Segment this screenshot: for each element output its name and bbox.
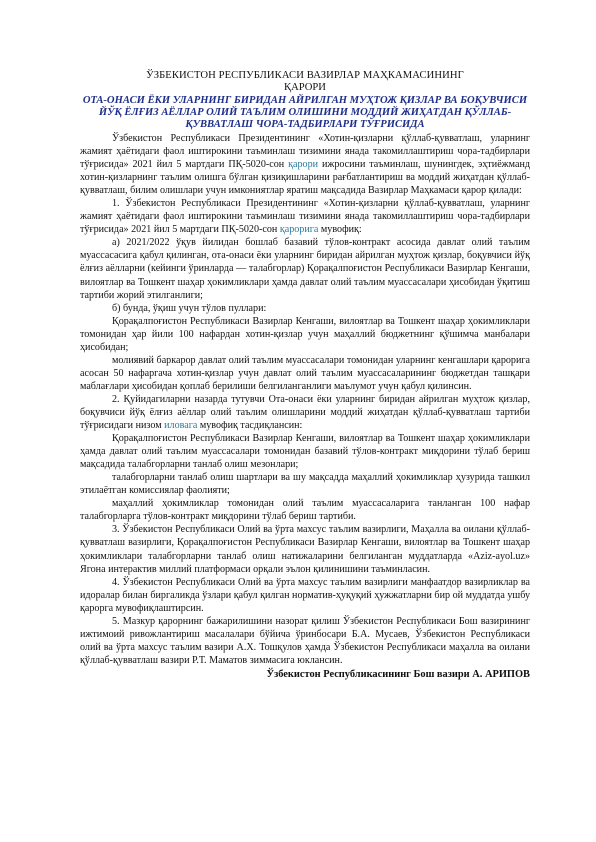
section-2: 2. Қуйидагиларни назарда тутувчи Ота-онаси ёки уларнинг биридан айрилган муҳтож қизлар, боқувчиси йўқ ёлғиз аёллар олий таълим олишларини моддий жиҳатдан қўллаб-қувватлаш тартиби тўғрисидаги низом иловага мувофиқ тасдиқлансин: (80, 393, 530, 432)
document-title: ОТА-ОНАСИ ЁКИ УЛАРНИНГ БИРИДАН АЙРИЛГАН МУҲТОЖ ҚИЗЛАР ВА БОҚУВЧИСИ ЙЎҚ ЁЛҒИЗ АЁЛЛАР ОЛИЙ ТАЪЛИМ ОЛИШИНИ МОДДИЙ ЖИҲАТДАН ҚЎЛЛАБ-ҚУВВАТЛАШ ЧОРА-ТАДБИРЛАРИ ТЎҒРИСИДА (82, 95, 528, 130)
document-type-heading: ҚАРОРИ (284, 82, 326, 93)
section-2-item-2: талабгорларни танлаб олиш шартлари ва шу мақсадда маҳаллий ҳокимликлар ҳузурида ташкил этилаётган комиссиялар фаолияти; (80, 472, 530, 497)
section-1a: а) 2021/2022 ўқув йилидан бошлаб базавий тўлов-контракт асосида давлат олий таълим муассасасига қабул қилинган, ота-онаси ёки уларнинг биридан айрилган муҳтож қизлар, боқувчиси йўқ ёлғиз аёлларни (кейинги ўринларда — талабгорлар) Қорақалпоғистон Республикаси Вазирлар Кенгаши, вилоятлар ва Тошкент шаҳар ҳокимликлари ҳамда давлат олий таълим муассасалари ҳисобидан ўқитиш тартиби жорий этилганлиги; (80, 237, 530, 301)
signature-line: Ўзбекистон Республикасининг Бош вазири А. АРИПОВ (266, 668, 530, 680)
appendix-link[interactable]: иловага (164, 420, 198, 432)
decree-link-2[interactable]: қарорига (279, 224, 319, 236)
section-1: 1. Ўзбекистон Республикаси Президентининг «Хотин-қизларни қўллаб-қувватлаш, уларнинг жамият ҳаётидаги фаол иштирокини таъминлаш тизимини янада такомиллаштириш чора-тадбирлари тўғрисида» 2021 йил 5 мартдаги ПҚ-5020-сон қарорига мувофиқ: (80, 198, 530, 236)
section-3: 3. Ўзбекистон Республикаси Олий ва ўрта махсус таълим вазирлиги, Маҳалла ва оилани қўллаб-қувватлаш вазирлиги, Қорақалпоғистон Республикаси Вазирлар Кенгаши, вилоятлар ва Тошкент шаҳар ҳокимликлари талабгорларни танлаб олиш натижаларини белгиланган муддатларда «Aziz-ayol.uz» Ягона интерактив миллий платформаси орқали эълон қилинишини таъминласин. (80, 524, 530, 575)
section-1b-item-1: Қорақалпоғистон Республикаси Вазирлар Кенгаши, вилоятлар ва Тошкент шаҳар ҳокимликлари томонидан ҳар йили 100 нафардан хотин-қизлар учун маҳаллий бюджетнинг қўшимча манбалари ҳисобидан; (80, 315, 530, 353)
decree-link[interactable]: қарори (288, 159, 319, 171)
section-4: 4. Ўзбекистон Республикаси Олий ва ўрта махсус таълим вазирлиги манфаатдор вазирликлар ва идоралар билан биргаликда ўзлари қабул қилган норматив-ҳуқуқий ҳужжатларни бир ой муддатда ушбу қарорга мувофиқлаштирсин. (80, 576, 530, 614)
section-2-item-3: маҳаллий ҳокимликлар томонидан олий таълим муассасаларига танланган 100 нафар талабгорларга тўлов-контракт миқдорини тўлаб бериш тартиби. (80, 498, 530, 523)
section-2-item-1: Қорақалпоғистон Республикаси Вазирлар Кенгаши, вилоятлар ва Тошкент шаҳар ҳокимликлари ҳамда давлат олий таълим муассасалари томонидан базавий тўлов-контракт миқдорини тўлаб бериш мақсадида талабгорларни танлаб олиш мезонлари; (80, 433, 530, 471)
intro-paragraph: Ўзбекистон Республикаси Президентининг «Хотин-қизларни қўллаб-қувватлаш, уларнинг жамият ҳаётидаги фаол иштирокини таъминлаш тизимини янада такомиллаштириш чора-тадбирлари тўғрисида» 2021 йил 5 мартдаги ПҚ-5020-сон қарори ижросини таъминлаш, шунингдек, эҳтиёжманд хотин-қизларнинг таълим олишга бўлган қизиқишларини рағбатлантириш ва моддий жиҳатдан қўллаб-қувватлаш, билим олишлари учун имкониятлар яратиш мақсадида Вазирлар Маҳкамаси қарор қилади: (80, 133, 530, 197)
section-5: 5. Мазкур қарорнинг бажарилишини назорат қилиш Ўзбекистон Республикаси Бош вазирининг ижтимоий ривожлантириш масалалари бўйича ўринбосари Б.А. Мусаев, Ўзбекистон Республикаси олий ва ўрта махсус таълим вазири А.Х. Тошқулов ҳамда Ўзбекистон Республикаси маҳалла ва оилани қўллаб-қувватлаш вазири Р.Т. Маматов зиммасига юклансин. (80, 615, 530, 666)
section-1b-item-2: молиявий баркарор давлат олий таълим муассасалари томонидан уларнинг кенгашлари қарорига асосан 50 нафаргача хотин-қизлар учун давлат олий таълим муассасаларининг бюджетдан ташқари маблағлари ҳисобидан қоплаб берилиши белгиланганлиги маълумот учун қабул қилинсин. (80, 354, 530, 392)
issuer-heading: ЎЗБЕКИСТОН РЕСПУБЛИКАСИ ВАЗИРЛАР МАҲКАМАСИНИНГ (146, 70, 464, 81)
section-1b: б) бунда, ўқиш учун тўлов пуллари: (112, 302, 267, 314)
